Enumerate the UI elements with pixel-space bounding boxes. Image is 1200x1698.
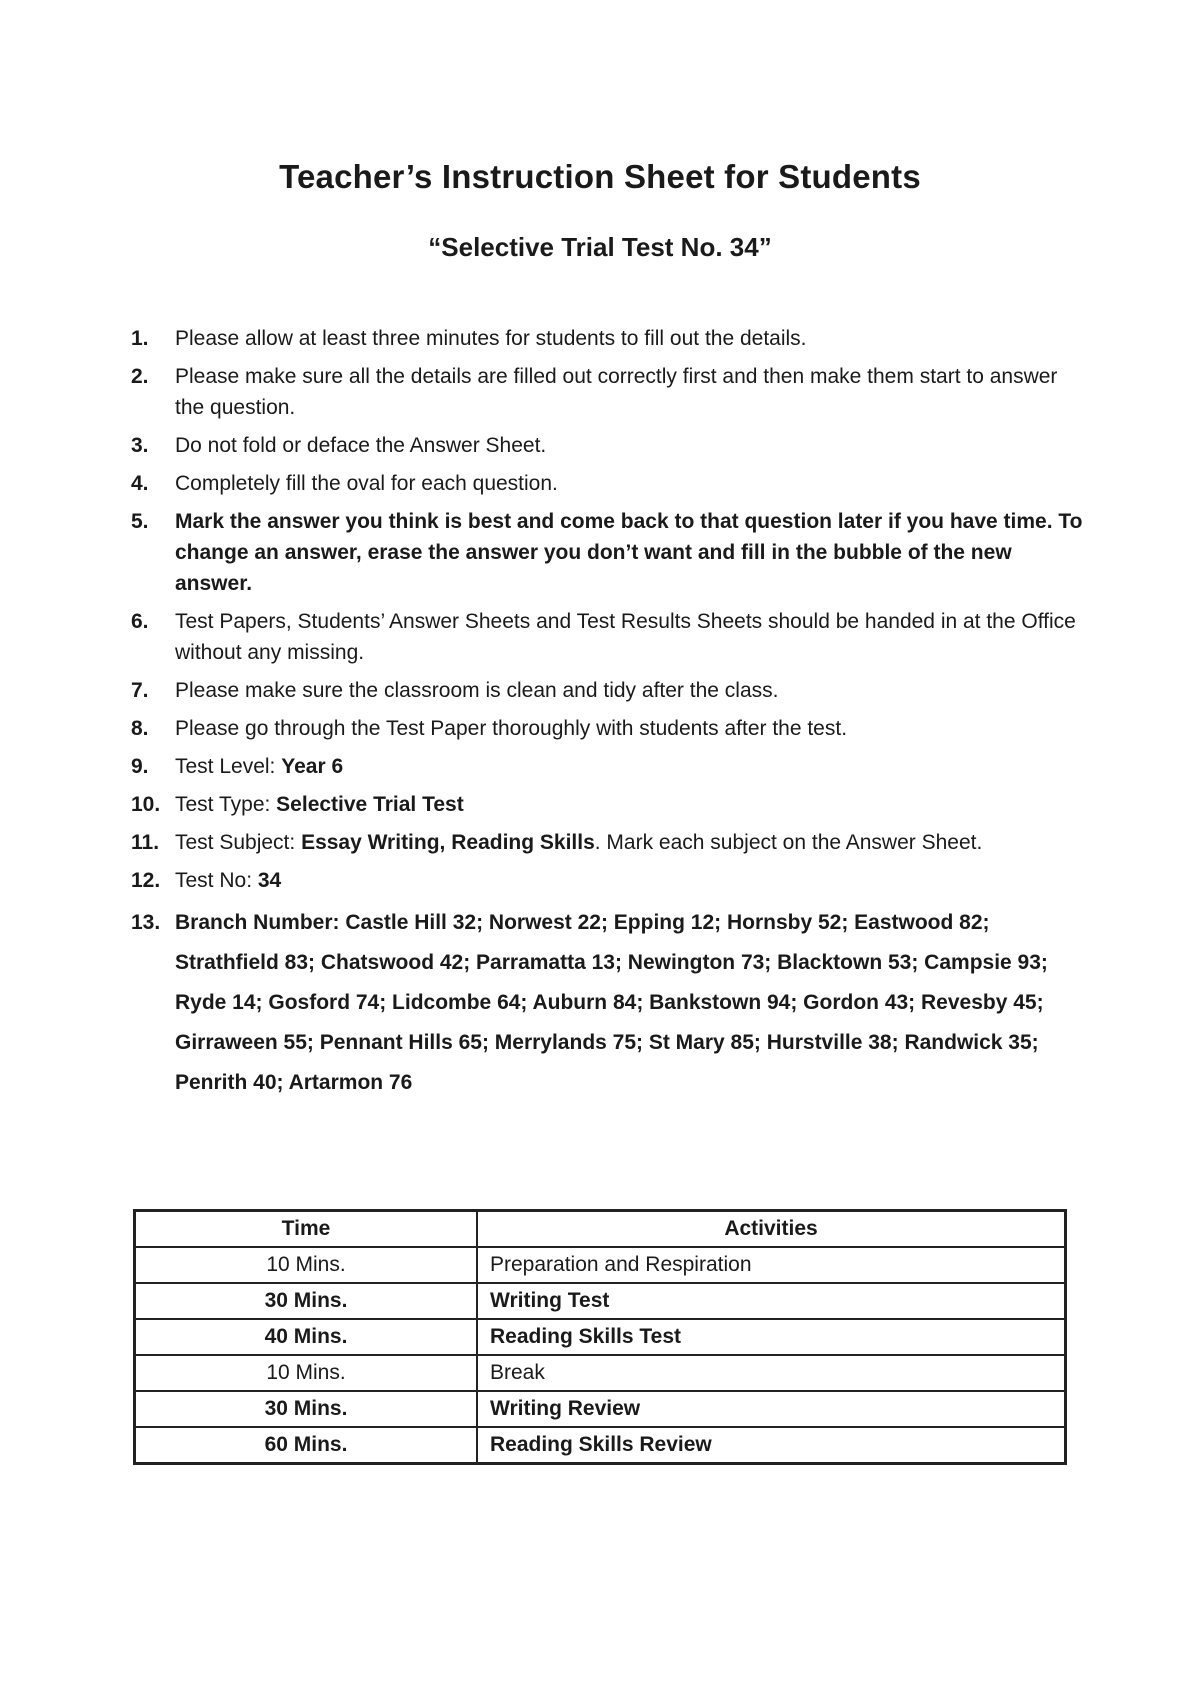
item-number: 1. <box>131 327 149 350</box>
table-row <box>135 1319 1066 1355</box>
item-text: Please go through the Test Paper thoroughly with students after the test. <box>175 717 848 740</box>
item-number: 6. <box>131 610 149 633</box>
item-label: Test No: <box>175 869 258 892</box>
instruction-list <box>131 323 1091 1110</box>
item-text: Mark the answer you think is best and come back to that question later if you have time. To change an answer, erase the answer you don’t want and fill in the bubble of the new answer. <box>175 510 1083 595</box>
item-number: 2. <box>131 365 149 388</box>
test-subject-item <box>131 827 1091 858</box>
page-subtitle: “Selective Trial Test No. 34” <box>428 232 772 262</box>
item-number: 5. <box>131 510 149 533</box>
table-row <box>135 1391 1066 1427</box>
item-label: Test Type: <box>175 793 277 816</box>
item-text: Please allow at least three minutes for students to fill out the details. <box>175 327 807 350</box>
activity-cell: Writing Review <box>477 1391 1066 1427</box>
activity-cell: Preparation and Respiration <box>477 1247 1066 1283</box>
test-number-item <box>131 865 1091 896</box>
item-text: Do not fold or deface the Answer Sheet. <box>175 434 547 457</box>
test-level-value: Year 6 <box>281 755 344 778</box>
list-item <box>131 430 1091 461</box>
schedule-table <box>133 1209 1067 1465</box>
item-number: 3. <box>131 434 149 457</box>
activity-cell: Reading Skills Test <box>477 1319 1066 1355</box>
time-cell: 10 Mins. <box>135 1355 478 1391</box>
list-item <box>131 506 1091 599</box>
item-number: 4. <box>131 472 149 495</box>
list-item <box>131 361 1091 423</box>
item-number: 12. <box>131 869 161 892</box>
list-item <box>131 323 1091 354</box>
branch-number-item <box>131 903 1091 1103</box>
branch-number-text: Branch Number: Castle Hill 32; Norwest 22; Epping 12; Hornsby 52; Eastwood 82; Strathfield 83; Chatswood 42; Parramatta 13; Newington 73; Blacktown 53; Campsie 93; Ryde 14; Gosford 74; Lidcombe 64; Auburn 84; Bankstown 94; Gordon 43; Revesby 45; Girraween 55; Pennant Hills 65; Merrylands 75; St Mary 85; Hurstville 38; Randwick 35; Penrith 40; Artarmon 76 <box>175 911 1048 1094</box>
test-type-item <box>131 789 1091 820</box>
table-row <box>135 1247 1066 1283</box>
time-cell: 10 Mins. <box>135 1247 478 1283</box>
list-item <box>131 468 1091 499</box>
item-number: 7. <box>131 679 149 702</box>
item-number: 8. <box>131 717 149 740</box>
time-cell: 60 Mins. <box>135 1427 478 1464</box>
item-number: 9. <box>131 755 149 778</box>
list-item <box>131 675 1091 706</box>
item-suffix: . Mark each subject on the Answer Sheet. <box>594 831 983 854</box>
test-level-item <box>131 751 1091 782</box>
activity-cell: Reading Skills Review <box>477 1427 1066 1464</box>
item-text: Please make sure all the details are filled out correctly first and then make them start to answer the question. <box>175 365 1058 419</box>
time-cell: 30 Mins. <box>135 1391 478 1427</box>
table-header-row <box>135 1211 1066 1248</box>
item-label: Test Subject: <box>175 831 302 854</box>
item-number: 13. <box>131 911 161 934</box>
test-subject-value: Essay Writing, Reading Skills <box>301 831 595 854</box>
item-text: Please make sure the classroom is clean and tidy after the class. <box>175 679 779 702</box>
test-type-value: Selective Trial Test <box>276 793 464 816</box>
time-cell: 30 Mins. <box>135 1283 478 1319</box>
table-row <box>135 1283 1066 1319</box>
item-label: Test Level: <box>175 755 282 778</box>
activity-cell: Writing Test <box>477 1283 1066 1319</box>
table-row <box>135 1427 1066 1464</box>
list-item <box>131 713 1091 744</box>
activity-cell: Break <box>477 1355 1066 1391</box>
table-row <box>135 1355 1066 1391</box>
test-number-value: 34 <box>257 869 282 892</box>
time-cell: 40 Mins. <box>135 1319 478 1355</box>
list-item <box>131 606 1091 668</box>
item-text: Test Papers, Students’ Answer Sheets and Test Results Sheets should be handed in at the Office without any missing. <box>175 610 1076 664</box>
item-number: 11. <box>131 831 160 854</box>
activities-column-header: Activities <box>477 1211 1066 1248</box>
page-title: Teacher’s Instruction Sheet for Students <box>279 158 921 195</box>
item-text: Completely fill the oval for each question. <box>175 472 558 495</box>
time-column-header: Time <box>135 1211 478 1248</box>
item-number: 10. <box>131 793 161 816</box>
